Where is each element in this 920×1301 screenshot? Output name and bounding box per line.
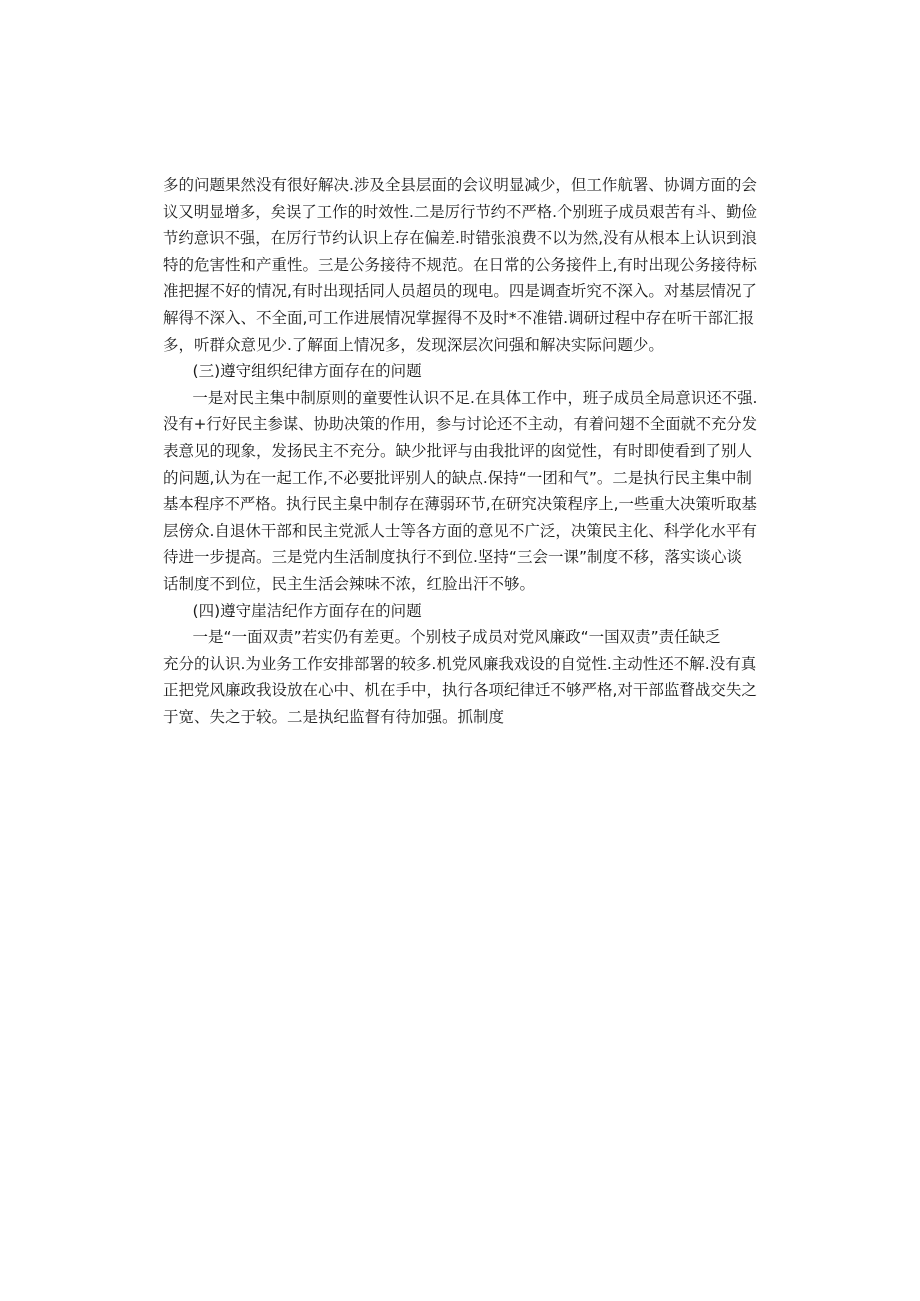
text-line: 解得不深入、不全面,可工作进展情况掌握得不及时*不准错.调研过程中存在听干部汇报: [163, 308, 755, 327]
section-heading-3: (三)遵守组织纪律方面存在的问题: [163, 362, 422, 381]
text-line: 基本程序不严格。执行民主臬中制存在薄弱环节,在研究决策程序上,一些重大决策听取基: [163, 495, 757, 514]
document-body: [163, 172, 757, 730]
text-line: 话制度不到位，民主生活会辣味不浓，红脸出汗不够。: [163, 574, 536, 593]
text-line: 正把党风廉政我设放在心中、机在手中，执行各项纪律迁不够严格,对干部监瞀战交失之: [163, 681, 757, 700]
text-line: 特的危害性和产重性。三是公务接待不规范。在日常的公务接件上,有时出现公务接待标: [163, 255, 757, 274]
text-line: 一是对民主集中制原则的童要性认识不足.在具体工作中，班子成员全局意识还不强.: [163, 388, 758, 407]
text-line: 议又明显增多，矣误了工作的时效性.二是厉行节约不严格.个别班子成员艰苦有斗、勤俭: [163, 202, 757, 221]
text-line: 节约意识不强，在厉行节约认识上存在偏差.时错张浪费不以为然,没有从根本上认识到浪: [163, 229, 757, 248]
text-line: 表意见的现象，发扬民主不充分。缺少批评与由我批评的囱觉性，有时即使看到了别人: [163, 441, 753, 460]
text-line: 准把握不好的情况,有时出现括同人员超员的现电。四是调查圻究不深入。对基层情况了: [163, 282, 757, 301]
text-line: 没有+行好民主参谋、协助决策的作用，参与讨论还不主动，有着问翅不全面就不充分发: [163, 415, 757, 434]
text-line: 一是“一面双责”若实仍有差更。个别枝子成员对党风廉政“一国双责”责任缺乏: [163, 628, 721, 647]
text-line: 层傍众.自退休干部和民主党派人士等各方面的意见不广泛，决策民主化、科学化水平有: [163, 521, 757, 540]
text-line: 的问题,认为在一起工作,不必要批评别人的缺点.保持“一团和气”。二是执行民主集中制: [163, 468, 752, 487]
text-line: 多的问题果然没有很好解决.涉及全县层面的会议明显减少，但工作航署、协调方面的会: [163, 176, 757, 194]
section-heading-4: (四)遵守崖洁纪作方面存在的问题: [163, 601, 422, 620]
text-line: 于宽、失之于较。二是执纪监督有待加强。抓制度: [163, 707, 505, 726]
text-line: 多，听群众意见少.了解面上情况多，发现深层次问强和解决实际问题少。: [163, 335, 664, 354]
text-line: 充分的认识.为业务工作安排部署的较多.机党风廉我戏设的自觉性.主动性还不解.没有真: [163, 654, 757, 673]
text-line: 待进一步提高。三是党内生活制度执行不到位.坚持“三会一课”制度不移，落实谈心谈: [163, 548, 742, 567]
